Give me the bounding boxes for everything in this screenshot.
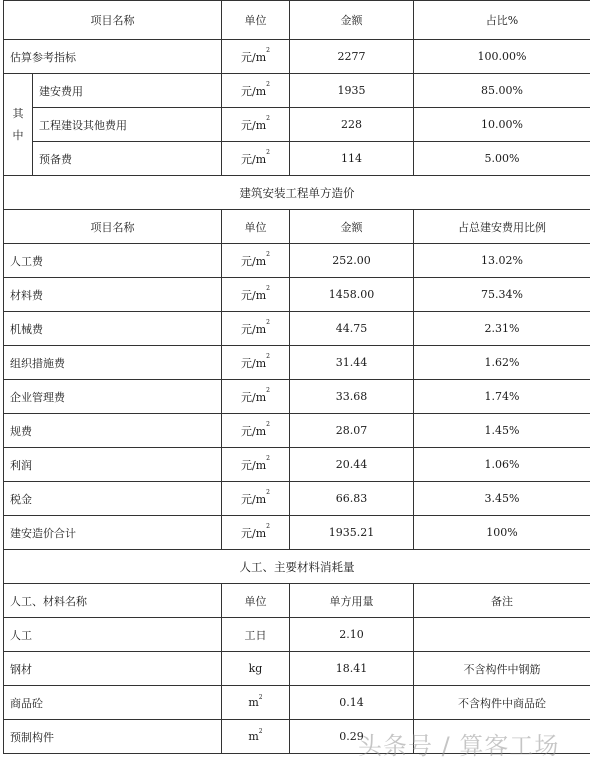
summary-header-row <box>4 1 591 40</box>
cost-row-name: 利润 <box>4 448 222 482</box>
summary-row-amount: 1935 <box>290 74 414 108</box>
summary-row-name: 工程建设其他费用 <box>33 108 222 142</box>
watermark-text: 头条号 / 算客工场 <box>358 732 560 760</box>
summary-header-unit: 单位 <box>222 1 290 40</box>
material-header-row <box>4 584 591 618</box>
cost-row-unit: 元$/m^2$ <box>222 482 290 516</box>
cost-row-pct: 100% <box>414 516 591 550</box>
cost-row-name: 企业管理费 <box>4 380 222 414</box>
material-header-amount: 单方用量 <box>290 584 414 618</box>
summary-row <box>4 74 591 108</box>
cost-row <box>4 278 591 312</box>
cost-header-unit: 单位 <box>222 210 290 244</box>
summary-row-pct: 5.00% <box>414 142 591 176</box>
cost-row-name: 规费 <box>4 414 222 448</box>
material-row <box>4 652 591 686</box>
material-section-title-row <box>4 550 591 584</box>
cost-row-name: 组织措施费 <box>4 346 222 380</box>
cost-row-name: 材料费 <box>4 278 222 312</box>
summary-header-pct: 占比% <box>414 1 591 40</box>
material-row-unit: kg <box>222 652 290 686</box>
summary-header-name: 项目名称 <box>4 1 222 40</box>
cost-row-amount: 20.44 <box>290 448 414 482</box>
material-row <box>4 618 591 652</box>
summary-row-pct: 85.00% <box>414 74 591 108</box>
cost-row-name: 机械费 <box>4 312 222 346</box>
material-row-amount: 0.14 <box>290 686 414 720</box>
cost-row-unit: 元$/m^2$ <box>222 380 290 414</box>
summary-total-row <box>4 40 591 74</box>
summary-total-name: 估算参考指标 <box>4 40 222 74</box>
cost-row-unit: 元$/m^2$ <box>222 346 290 380</box>
summary-row <box>4 108 591 142</box>
cost-section-title: 建筑安装工程单方造价 <box>4 176 591 210</box>
cost-estimate-table <box>3 0 590 754</box>
cost-row-pct: 1.06% <box>414 448 591 482</box>
cost-row-pct: 1.74% <box>414 380 591 414</box>
cost-row-unit: 元$/m^2$ <box>222 278 290 312</box>
cost-row <box>4 414 591 448</box>
cost-row-unit: 元$/m^2$ <box>222 414 290 448</box>
material-row-note <box>414 618 591 652</box>
material-row-amount: 18.41 <box>290 652 414 686</box>
cost-row-unit: 元$/m^2$ <box>222 448 290 482</box>
cost-row-pct: 1.45% <box>414 414 591 448</box>
group-label-qizhong <box>4 74 33 176</box>
cost-row <box>4 244 591 278</box>
cost-row-pct: 75.34% <box>414 278 591 312</box>
material-row-note: 不含构件中钢筋 <box>414 652 591 686</box>
material-row-unit: 工日 <box>222 618 290 652</box>
cost-row-amount: 1935.21 <box>290 516 414 550</box>
cost-row-pct: 2.31% <box>414 312 591 346</box>
summary-row-name: 建安费用 <box>33 74 222 108</box>
summary-row-amount: 228 <box>290 108 414 142</box>
cost-row <box>4 346 591 380</box>
material-row-name: 商品砼 <box>4 686 222 720</box>
summary-header-amount: 金额 <box>290 1 414 40</box>
cost-row-name: 人工费 <box>4 244 222 278</box>
cost-row-amount: 66.83 <box>290 482 414 516</box>
material-row-amount: 2.10 <box>290 618 414 652</box>
material-row-note: 不含构件中商品砼 <box>414 686 591 720</box>
summary-total-pct: 100.00% <box>414 40 591 74</box>
summary-row-name: 预备费 <box>33 142 222 176</box>
cost-row-unit: 元$/m^2$ <box>222 312 290 346</box>
material-header-unit: 单位 <box>222 584 290 618</box>
cost-row-amount: 252.00 <box>290 244 414 278</box>
cost-row-pct: 1.62% <box>414 346 591 380</box>
cost-row-name: 税金 <box>4 482 222 516</box>
material-header-note: 备注 <box>414 584 591 618</box>
material-row-unit: $m^2$ <box>222 686 290 720</box>
summary-row-unit: 元$/m^2$ <box>222 74 290 108</box>
material-row <box>4 720 591 754</box>
summary-row-pct: 10.00% <box>414 108 591 142</box>
cost-row-amount: 31.44 <box>290 346 414 380</box>
cost-row-amount: 1458.00 <box>290 278 414 312</box>
material-row-name: 预制构件 <box>4 720 222 754</box>
cost-row-unit: 元$/m^2$ <box>222 244 290 278</box>
cost-header-row <box>4 210 591 244</box>
summary-total-amount: 2277 <box>290 40 414 74</box>
cost-total-row <box>4 516 591 550</box>
material-row-note <box>414 720 591 754</box>
cost-row-name: 建安造价合计 <box>4 516 222 550</box>
cost-row <box>4 482 591 516</box>
group-label-text: 其中 <box>12 106 24 142</box>
cost-row-unit: 元$/m^2$ <box>222 516 290 550</box>
summary-total-unit: 元$/m^2$ <box>222 40 290 74</box>
material-row-amount: 0.29 <box>290 720 414 754</box>
cost-row-amount: 33.68 <box>290 380 414 414</box>
material-row <box>4 686 591 720</box>
summary-row-unit: 元$/m^2$ <box>222 142 290 176</box>
summary-row-amount: 114 <box>290 142 414 176</box>
cost-header-name: 项目名称 <box>4 210 222 244</box>
material-row-name: 人工 <box>4 618 222 652</box>
cost-row-amount: 28.07 <box>290 414 414 448</box>
material-row-unit: $m^2$ <box>222 720 290 754</box>
cost-row <box>4 380 591 414</box>
cost-row <box>4 312 591 346</box>
material-section-title: 人工、主要材料消耗量 <box>4 550 591 584</box>
cost-row <box>4 448 591 482</box>
cost-estimate-sheet <box>3 0 590 767</box>
cost-section-title-row <box>4 176 591 210</box>
summary-row <box>4 142 591 176</box>
cost-row-pct: 13.02% <box>414 244 591 278</box>
cost-header-pct: 占总建安费用比例 <box>414 210 591 244</box>
material-row-name: 钢材 <box>4 652 222 686</box>
cost-row-amount: 44.75 <box>290 312 414 346</box>
material-header-name: 人工、材料名称 <box>4 584 222 618</box>
cost-header-amount: 金额 <box>290 210 414 244</box>
cost-row-pct: 3.45% <box>414 482 591 516</box>
summary-row-unit: 元$/m^2$ <box>222 108 290 142</box>
